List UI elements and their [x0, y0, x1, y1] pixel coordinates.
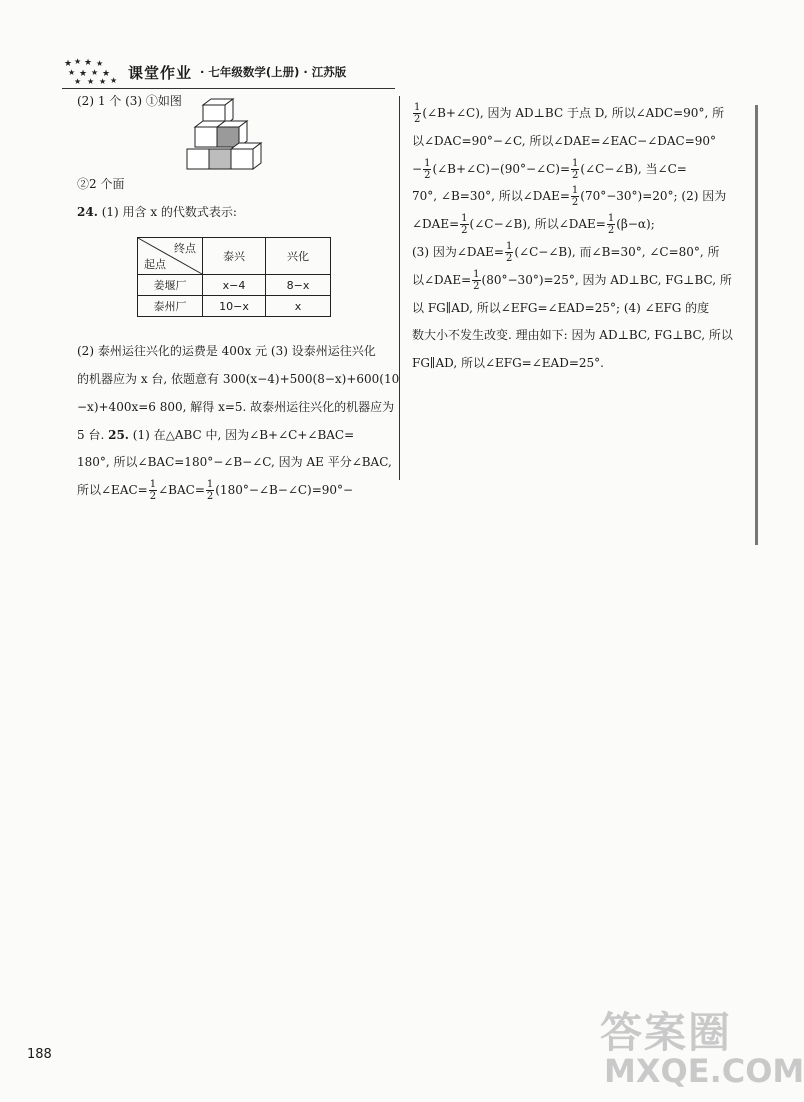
book-subtitle: · 七年级数学(上册) · 江苏版: [200, 65, 347, 79]
answer-line: (2) 1 个 (3) ①如图: [77, 94, 182, 108]
svg-text:★: ★: [96, 59, 104, 68]
svg-text:★: ★: [68, 68, 76, 77]
svg-text:★: ★: [110, 76, 118, 85]
table-row: 泰州厂 10−x x: [138, 296, 331, 317]
table-corner-cell: 终点 起点: [138, 238, 203, 275]
answer-line: $\frac{1}{2}$ (∠B+∠C), 因为 AD⊥BC 于点 D, 所以∠ADC=90°, 所: [414, 102, 725, 125]
question-24-line: 24. (1) 用含 x 的代数式表示:: [77, 205, 237, 220]
right-column: [412, 100, 757, 378]
answer-line: 所以∠EAC= $\frac{1}{2}$ ∠BAC= $\frac{1}{2}$ (180°−∠B−∠C)=90°−: [77, 479, 354, 503]
page-number: 188: [27, 1047, 52, 1062]
table-header: 泰兴: [203, 238, 266, 275]
svg-text:★: ★: [87, 77, 95, 86]
freight-table: [137, 237, 331, 317]
answer-line: 180°, 所以∠BAC=180°−∠B−∠C, 因为 AE 平分∠BAC,: [77, 455, 392, 470]
answer-line: 以 FG∥AD, 所以∠EFG=∠EAD=25°; (4) ∠EFG 的度: [412, 300, 710, 315]
watermark-logo-text: 答案圈: [600, 1008, 733, 1057]
answer-line: −x)+400x=6 800, 解得 x=5. 故泰州运往兴化的机器应为: [77, 399, 395, 414]
column-divider: [399, 96, 400, 480]
answer-line: ②2 个面: [77, 177, 125, 192]
fraction: $\frac{1}{2}$: [149, 479, 157, 503]
table-header: 兴化: [266, 238, 331, 275]
svg-text:★: ★: [99, 77, 107, 86]
svg-text:★: ★: [74, 57, 82, 66]
svg-text:★: ★: [64, 59, 73, 69]
svg-text:★: ★: [74, 77, 82, 86]
cube-stack-figure: [187, 97, 271, 181]
page-header: [62, 52, 392, 92]
question-number: 24.: [77, 205, 98, 220]
answer-line: (3) 因为∠DAE= $\frac{1}{2}$ (∠C−∠B), 而∠B=30°, ∠C=80°, 所: [412, 240, 720, 264]
fraction: $\frac{1}{2}$: [206, 479, 214, 503]
stars-decoration-icon: [62, 56, 120, 86]
question-number: 25.: [108, 427, 129, 442]
answer-line: − $\frac{1}{2}$ (∠B+∠C)−(90°−∠C)= $\frac{1}{2}$ (∠C−∠B), 当∠C=: [412, 157, 687, 181]
answer-line: FG∥AD, 所以∠EFG=∠EAD=25°.: [412, 356, 604, 371]
answer-line: (2) 泰州运往兴化的运费是 400x 元 (3) 设泰州运往兴化: [77, 344, 376, 359]
svg-text:★: ★: [84, 58, 93, 68]
answer-line: 70°, ∠B=30°, 所以∠DAE= $\frac{1}{2}$ (70°−30°)=20°; (2) 因为: [412, 185, 727, 209]
answer-line: 的机器应为 x 台, 依题意有 300(x−4)+500(8−x)+600(10: [77, 371, 400, 386]
brand-title: 课堂作业: [128, 64, 193, 82]
table-row: 姜堰厂 x−4 8−x: [138, 275, 331, 296]
question-25-line: 5 台. 25. (1) 在△ABC 中, 因为∠B+∠C+∠BAC=: [77, 427, 355, 442]
svg-text:★: ★: [79, 69, 88, 79]
svg-text:★: ★: [102, 69, 111, 79]
answer-line: ∠DAE= $\frac{1}{2}$ (∠C−∠B), 所以∠DAE= $\frac{1}{2}$ (β−α);: [412, 213, 655, 237]
watermark: [600, 1000, 804, 1096]
svg-text:★: ★: [91, 68, 99, 77]
answer-line: 以∠DAC=90°−∠C, 所以∠DAE=∠EAC−∠DAC=90°: [412, 133, 717, 148]
watermark-url: MXQE.COM: [604, 1052, 804, 1090]
answer-line: 数大小不发生改变. 理由如下: 因为 AD⊥BC, FG⊥BC, 所以: [412, 328, 733, 343]
answer-line: 以∠DAE= $\frac{1}{2}$ (80°−30°)=25°, 因为 AD⊥BC, FG⊥BC, 所: [412, 268, 732, 292]
